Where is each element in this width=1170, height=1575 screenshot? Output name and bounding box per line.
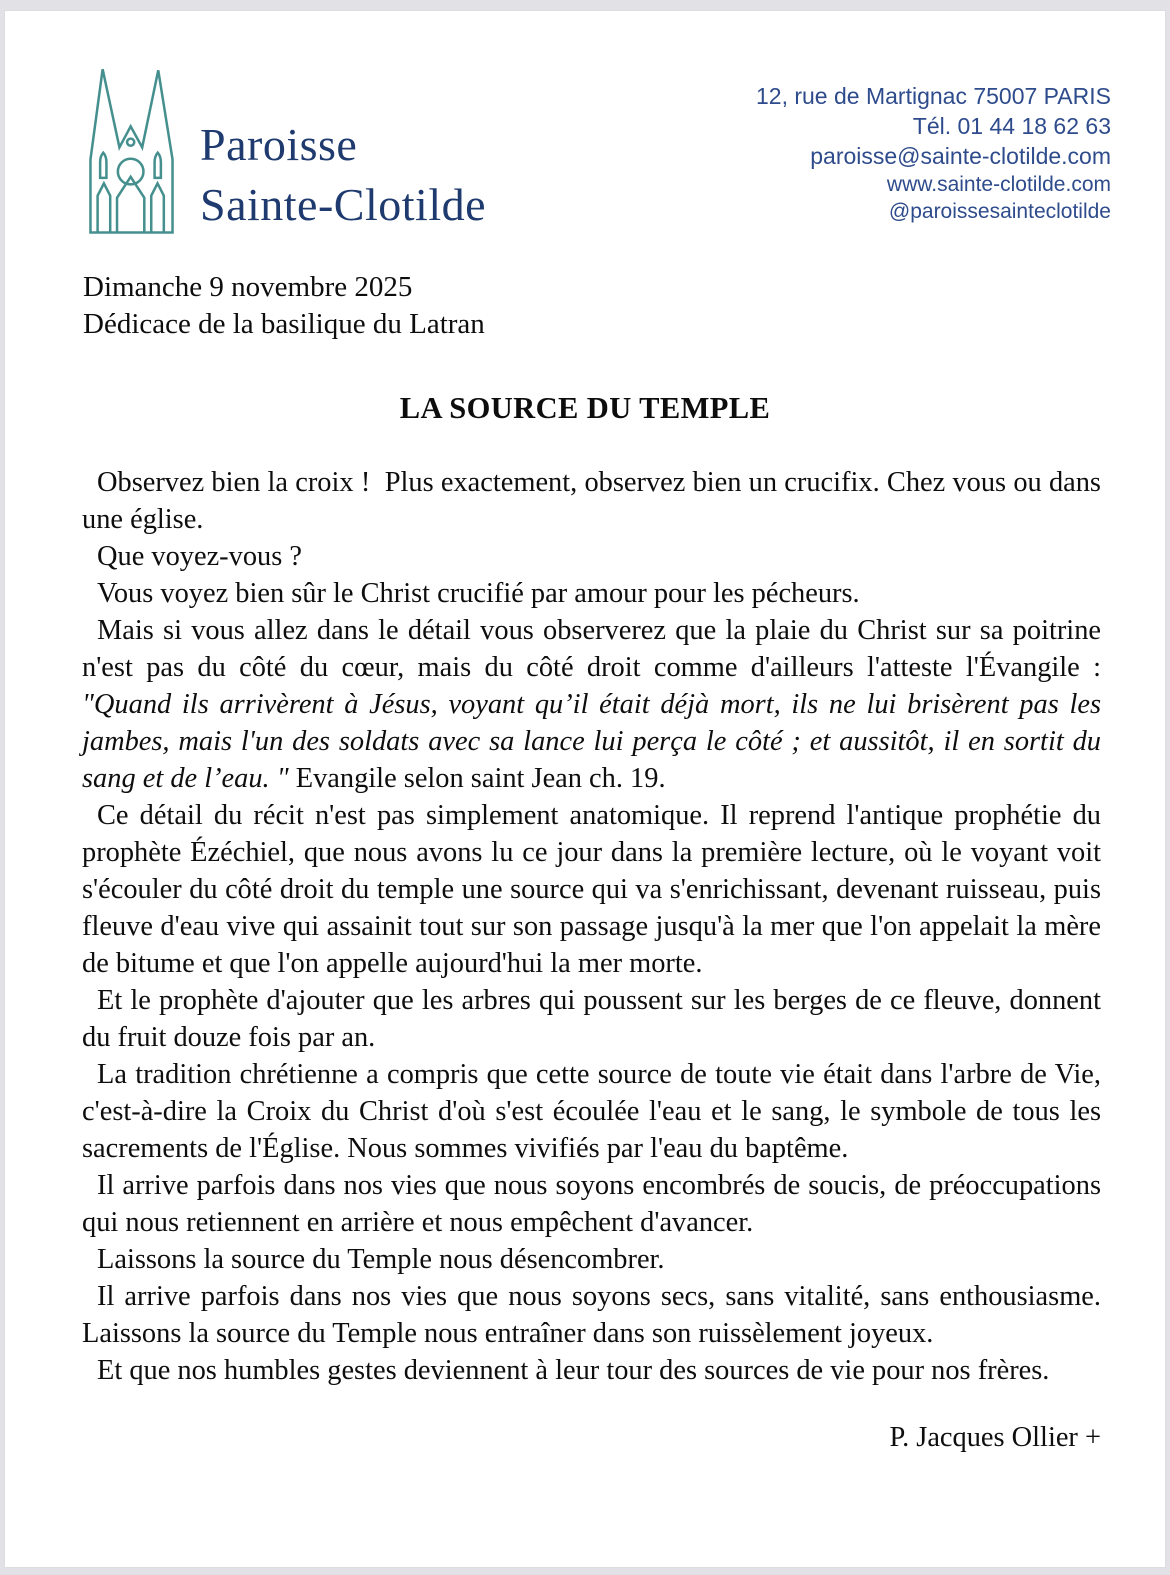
church-facade-icon: [89, 65, 174, 234]
parish-brand: [89, 65, 486, 235]
body-text-segment: Que voyez-vous ?: [97, 541, 302, 572]
scripture-quote: "Quand ils arrivèrent à Jésus, voyant qu’il était déjà mort, ils ne lui brisèrent pas les jambes, mais l'un des soldats avec sa lance lui perça le côté ; et aussitôt, il en sortit du sang et de l’eau. ": [82, 689, 1101, 794]
body-text-segment: Et le prophète d'ajouter que les arbres qui poussent sur les berges de ce fleuve, donnent du fruit douze fois par an.: [82, 985, 1101, 1053]
body-paragraph: [82, 982, 1101, 1056]
body-text-segment: Et que nos humbles gestes deviennent à leur tour des sources de vie pour nos frères.: [97, 1355, 1050, 1386]
homily-body: [82, 464, 1101, 1389]
body-paragraph: [82, 538, 1101, 575]
document-page: [4, 10, 1166, 1568]
contact-address: 12, rue de Martignac 75007 PARIS: [755, 83, 1111, 109]
parish-name-line2: Sainte-Clotilde: [200, 179, 487, 230]
body-paragraph: [82, 797, 1101, 982]
feast-line: Dédicace de la basilique du Latran: [83, 308, 485, 340]
body-text-segment: Observez bien la croix ! Plus exactement, observez bien un crucifix. Chez vous ou dans une église.: [82, 467, 1101, 535]
body-text-segment: Il arrive parfois dans nos vies que nous soyons encombrés de soucis, de préoccupations qui nous retiennent en arrière et nous empêchent d'avancer.: [82, 1170, 1101, 1238]
signature: P. Jacques Ollier +: [889, 1422, 1101, 1453]
letterhead: [5, 11, 1165, 235]
body-paragraph: [82, 1241, 1101, 1278]
body-paragraph: [82, 575, 1101, 612]
body-paragraph: [82, 464, 1101, 538]
contact-social-handle: @paroissesainteclotilde: [888, 200, 1111, 223]
body-paragraph: [82, 612, 1101, 797]
body-text-segment: Il arrive parfois dans nos vies que nous soyons secs, sans vitalité, sans enthousiasme. Laissons la source du Temple nous entraîner dans son ruissèlement joyeux.: [82, 1281, 1101, 1349]
body-paragraph: [82, 1278, 1101, 1352]
parish-name-line1: Paroisse: [200, 119, 358, 170]
body-text-segment: Ce détail du récit n'est pas simplement anatomique. Il reprend l'antique prophétie du prophète Ézéchiel, que nous avons lu ce jour dans la première lecture, où le voyant voit s'écouler du côté droit du temple une source qui va s'enrichissant, devenant ruisseau, puis fleuve d'eau vive qui assainit tout sur son passage jusqu'à la mer que l'on appelait la mère de bitume et que l'on appelle aujourd'hui la mer morte.: [82, 800, 1101, 979]
contact-block: [756, 81, 1111, 225]
body-paragraph: [82, 1056, 1101, 1167]
body-paragraph: [82, 1167, 1101, 1241]
date-block: [83, 269, 1165, 343]
body-paragraph: [82, 1352, 1101, 1389]
body-text-segment: Laissons la source du Temple nous désencombrer.: [97, 1244, 665, 1275]
body-text-segment: Mais si vous allez dans le détail vous observerez que la plaie du Christ sur sa poitrine n'est pas du côté du cœur, mais du côté droit comme d'ailleurs l'atteste l'Évangile :: [82, 615, 1101, 683]
date-line: Dimanche 9 novembre 2025: [83, 271, 413, 303]
contact-website: www.sainte-clotilde.com: [886, 173, 1111, 196]
parish-name: [200, 115, 486, 235]
homily-title: LA SOURCE DU TEMPLE: [399, 391, 771, 425]
body-text-segment: La tradition chrétienne a compris que cette source de toute vie était dans l'arbre de Vie, c'est-à-dire la Croix du Christ d'où s'est écoulée l'eau et le sang, le symbole de tous les sacrements de l'Église. Nous sommes vivifiés par l'eau du baptême.: [82, 1059, 1101, 1164]
contact-email: paroisse@sainte-clotilde.com: [810, 143, 1111, 169]
body-text-segment: Vous voyez bien sûr le Christ crucifié par amour pour les pécheurs.: [97, 578, 860, 609]
contact-phone: Tél. 01 44 18 62 63: [912, 113, 1111, 139]
body-text-segment: Evangile selon saint Jean ch. 19.: [288, 763, 666, 794]
